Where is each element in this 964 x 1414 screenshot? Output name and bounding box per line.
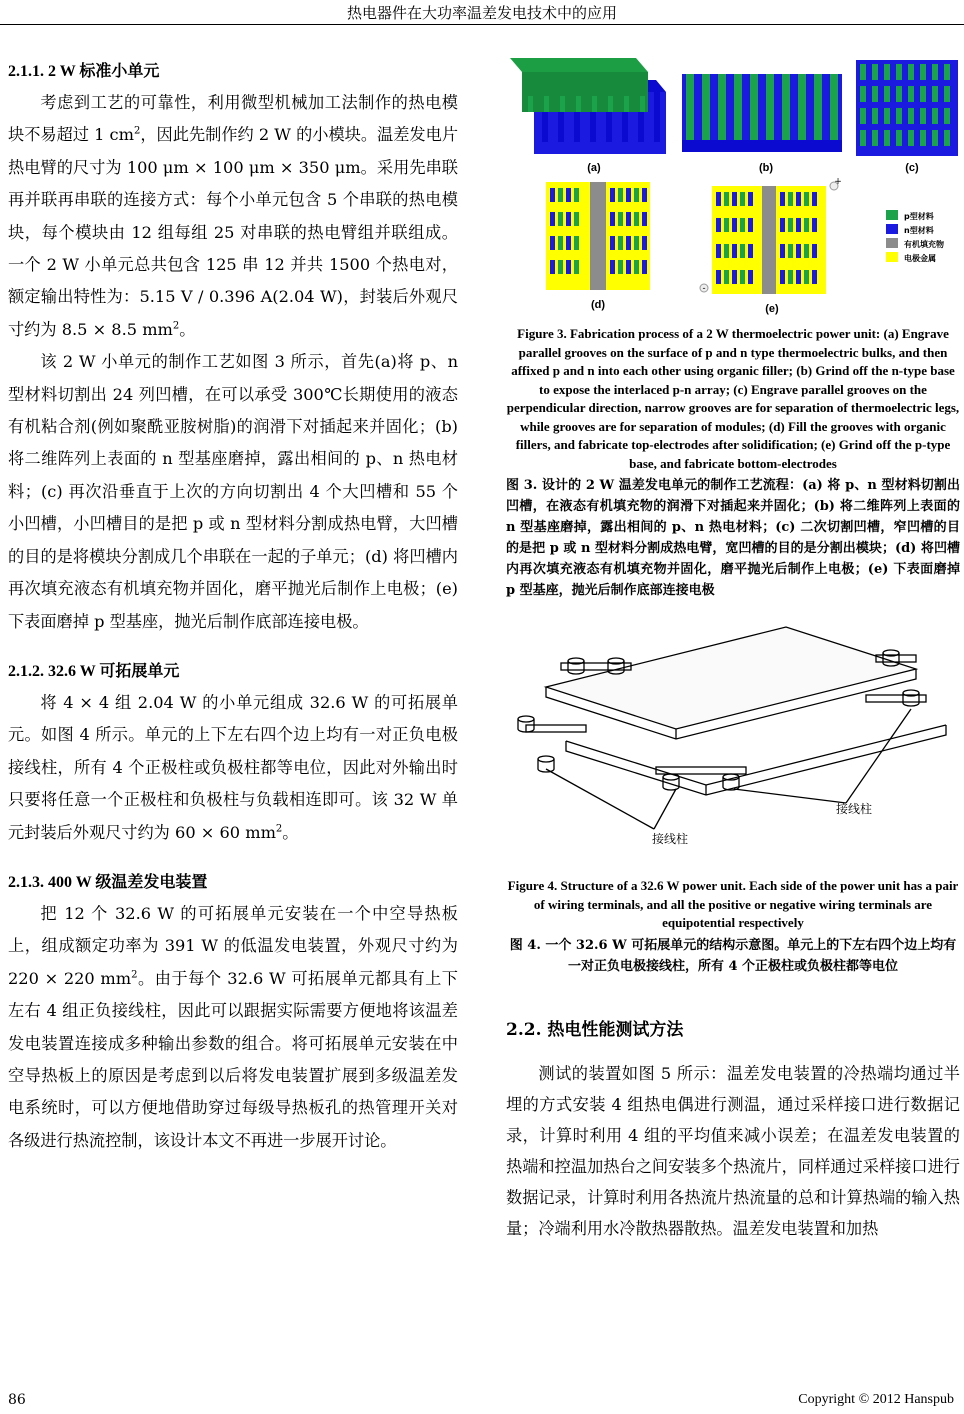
para-text: ，因此先制作约 2 W 的小模块。温差发电片热电臂的尺寸为 100 μm × 100 μm × 350 μm。采用先串联再并联再串联的连接方式：每个小单元包含 5 个串联的热电模块，每个模块由 12 组每组 25 对串联的热电臂组并联组成。一个 2 W 小单元总共包含 125 串 12 并共 1500 个热电对，额定输出特性为：5.15 V / 0.396 A(2.04 W)，封装后外观尺寸约为 8.5 × 8.5 mm [8,125,459,339]
fig4-terminal-label-left: 接线柱 [652,832,689,846]
para-text: 。 [282,822,299,842]
para-text: 把 12 个 32.6 W 的可拓展单元安装在一个中空导热板上，组成额定功率为 391 W 的低温发电装置，外观尺寸约为 220 × 220 mm [8,903,458,988]
superscript: 2 [172,320,180,332]
right-column [506,50,960,1244]
figure-3 [506,50,960,325]
para-text: 考虑到工艺的可靠性，利用微型机械加工法制作的热电模块不易超过 1 cm [8,93,458,145]
left-column [8,58,458,1157]
legend-electrode: 电极金属 [904,254,936,263]
figure-4-diagram [506,617,960,877]
figure-4-caption-en: Figure 4. Structure of a 32.6 W power unit. Each side of the power unit has a pair of wiring terminals, and all the positive or negative wiring terminals are equipotential respectively [507,878,959,930]
fig3-label-e: (e) [765,303,779,315]
fig3-label-b: (b) [758,162,774,174]
legend-swatch-electrode [886,252,898,262]
section-2-1-1-paragraph-1 [8,87,458,346]
legend-swatch-p [886,210,898,220]
figure-4 [506,617,960,877]
fig4-terminal-label-right: 接线柱 [836,802,873,816]
fig3-panel-b [682,74,842,152]
fig3-label-a: (a) [587,162,601,174]
para-text: 。由于每个 32.6 W 可拓展单元都具有上下左右 4 组正负接线柱，因此可以跟据实际需要方便地将该温差发电装置连接成多种输出参数的组合。将可拓展单元安装在中空导热板上的原因是考虑到以后将发电装置扩展到多级温差发电系统时，可以方便地借助穿过每级导热板孔的热管理开关对各级进行热流控制，该设计本文不再进一步展开讨论。 [8,968,458,1150]
fig3-panel-e [700,182,838,294]
copyright: Copyright © 2012 Hanspub [798,1392,954,1407]
superscript: 2 [133,126,141,138]
legend-p: p型材料 [904,212,934,221]
superscript: 2 [275,823,283,835]
fig3-minus-terminal: - [702,284,706,294]
page-number: 86 [8,1392,26,1408]
fig3-panel-c [856,60,958,156]
section-2-1-3-title: 2.1.3. 400 W 级温差发电装置 [8,873,208,891]
section-2-2-paragraph-1: 测试的装置如图 5 所示：温差发电装置的冷热端均通过半埋的方式安装 4 组热电偶进行测温，通过采样接口进行数据记录，计算时利用 4 组的平均值来减小误差；在温差发电装置的热端和控温加热台之间安装多个热流片，同样通过采样接口进行数据记录，计算时利用各热流片热流量的总和计算热端的输入热量；冷端利用水冷散热器散热。温差发电装置和加热 [506,1063,960,1238]
fig3-panel-a [510,58,666,154]
section-2-1-2-title: 2.1.2. 32.6 W 可拓展单元 [8,662,180,680]
legend-swatch-n [886,224,898,234]
section-2-1-2-paragraph-1 [8,687,458,849]
section-2-2-title: 2.2. 热电性能测试方法 [506,1019,684,1040]
fig3-label-c: (c) [905,162,919,174]
section-2-1-1-title: 2.1.1. 2 W 标准小单元 [8,63,160,80]
fig3-plus-terminal: + [834,177,842,187]
figure-3-caption-en: Figure 3. Fabrication process of a 2 W thermoelectric power unit: (a) Engrave parallel grooves on the surface of p and n type thermoelectric bulks, and then affixed p and n into each other using organic filler; (b) Grind off the n-type base to expose the interlaced p-n array; (c) Engrave parallel grooves on the perpendicular direction, narrow grooves are for separation of thermoelectric legs, while grooves are for separation of modules; (d) Fill the grooves with organic fillers, and fabricate top-electrodes after solidification; (e) Grind off the p-type base, and fabricate bottom-electrodes [506,326,960,471]
fig3-panel-d [546,182,650,290]
para-text: 将 4 × 4 组 2.04 W 的小单元组成 32.6 W 的可拓展单元。如图 4 所示。单元的上下左右四个边上均有一对正负电极接线柱，所有 4 个正极柱或负极柱都等电位，因此对外输出时只要将任意一个正极柱和负极柱与负载相连即可。该 32 W 单元封装后外观尺寸约为 60 × 60 mm [8,692,458,842]
figure-3-diagram [506,50,960,325]
section-2-1-1-paragraph-2: 该 2 W 小单元的制作工艺如图 3 所示，首先(a)将 p、n 型材料切割出 24 列凹槽，在可以承受 300℃长期使用的液态有机粘合剂(例如聚酰亚胺树脂)的润滑下对插起来并固化；(b) 将二维阵列上表面的 n 型基座磨掉，露出相间的 p、n 热电材料；(c) 再次沿垂直于上次的方向切割出 4 个大凹槽和 55 个小凹槽，小凹槽目的是把 p 或 n 型材料分割成热电臂，大凹槽的目的是将模块分割成几个串联在一起的子单元；(d) 将凹槽内再次填充液态有机填充物并固化，磨平抛光后制作上电极；(e) 下表面磨掉 p 型基座，抛光后制作底部连接电极。 [8,352,458,631]
legend-swatch-filler [886,238,898,248]
fig3-legend [886,210,944,263]
figure-4-caption-cn: 图 4. 一个 32.6 W 可拓展单元的结构示意图。单元上的下左右四个边上均有一对正负电极接线柱，所有 4 个正极柱或负极柱都等电位 [509,937,957,974]
section-2-1-3-paragraph-1 [8,898,458,1157]
running-title: 热电器件在大功率温差发电技术中的应用 [346,4,617,22]
legend-filler: 有机填充物 [904,240,944,249]
superscript: 2 [131,969,138,981]
legend-n: n型材料 [904,226,934,235]
figure-3-caption-cn: 图 3. 设计的 2 W 温差发电单元的制作工艺流程：(a) 将 p、n 型材料切割出凹槽，在液态有机填充物的润滑下对插起来并固化；(b) 将二维阵列上表面的 n 型基座磨掉，露出相间的 p、n 热电材料；(c) 二次切割凹槽，窄凹槽的目的是把 p 或 n 型材料分割成热电臂，宽凹槽的目的是分割出模块；(d) 将凹槽内再次填充液态有机填充物并固化，磨平抛光后制作上电极；(e) 下表面磨掉 p 型基座，抛光后制作底部连接电极 [506,478,960,598]
header-rule [0,24,964,25]
fig3-label-d: (d) [590,299,606,311]
para-text: 。 [179,319,196,339]
